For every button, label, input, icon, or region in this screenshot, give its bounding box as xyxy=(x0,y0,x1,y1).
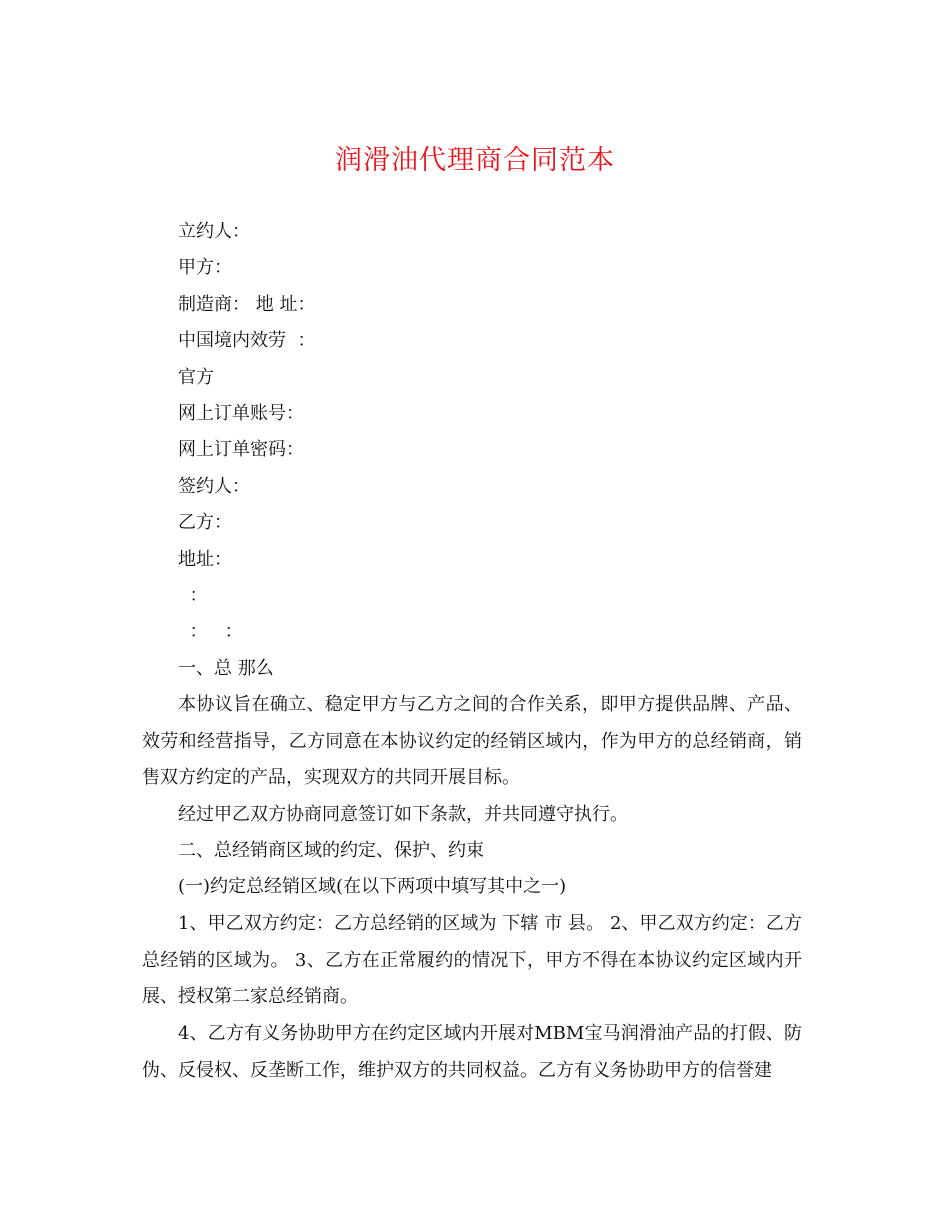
section-1-heading: 一、总 那么 xyxy=(178,658,274,679)
service-line: 中国境内效劳 ： xyxy=(178,330,316,351)
blank-fields-line: ： ： xyxy=(178,621,243,642)
signatory-line: 签约人： xyxy=(178,476,250,497)
address-line: 地址： xyxy=(178,549,232,570)
contractor-line: 立约人： xyxy=(178,221,250,242)
order-account-line: 网上订单账号： xyxy=(178,403,304,424)
section-2-subheading: (一)约定总经销区域(在以下两项中填写其中之一) xyxy=(178,876,567,897)
party-a-line: 甲方： xyxy=(178,257,232,278)
manufacturer-address-line: 制造商： 地 址： xyxy=(178,294,316,315)
section-2-clause-4: 4、乙方有义务协助甲方在约定区域内开展对MBM宝马润滑油产品的打假、防伪、反侵权、反垄断工作，维护双方的共同权益。乙方有义务协助甲方的信誉建 xyxy=(142,1023,802,1081)
section-1-agreement-paragraph: 经过甲乙双方协商同意签订如下条款，并共同遵守执行。 xyxy=(178,804,628,825)
document-title: 润滑油代理商合同范本 xyxy=(335,145,615,176)
blank-field-line: ： xyxy=(178,585,208,606)
official-line: 官方 xyxy=(178,367,214,388)
section-2-heading: 二、总经销商区域的约定、保护、约束 xyxy=(178,840,484,861)
party-b-line: 乙方： xyxy=(178,512,232,533)
section-1-paragraph: 本协议旨在确立、稳定甲方与乙方之间的合作关系，即甲方提供品牌、产品、效劳和经营指导，乙方同意在本协议约定的经销区域内，作为甲方的总经销商，销售双方约定的产品，实现双方的共同开展目标。 xyxy=(142,694,802,788)
order-password-line: 网上订单密码： xyxy=(178,439,304,460)
section-2-clause-1-3: 1、甲乙双方约定：乙方总经销的区域为 下辖 市 县。 2、甲乙双方约定：乙方总经销的区域为。 3、乙方在正常履约的情况下，甲方不得在本协议约定区域内开展、授权第二家总经销商。 xyxy=(142,913,802,1007)
